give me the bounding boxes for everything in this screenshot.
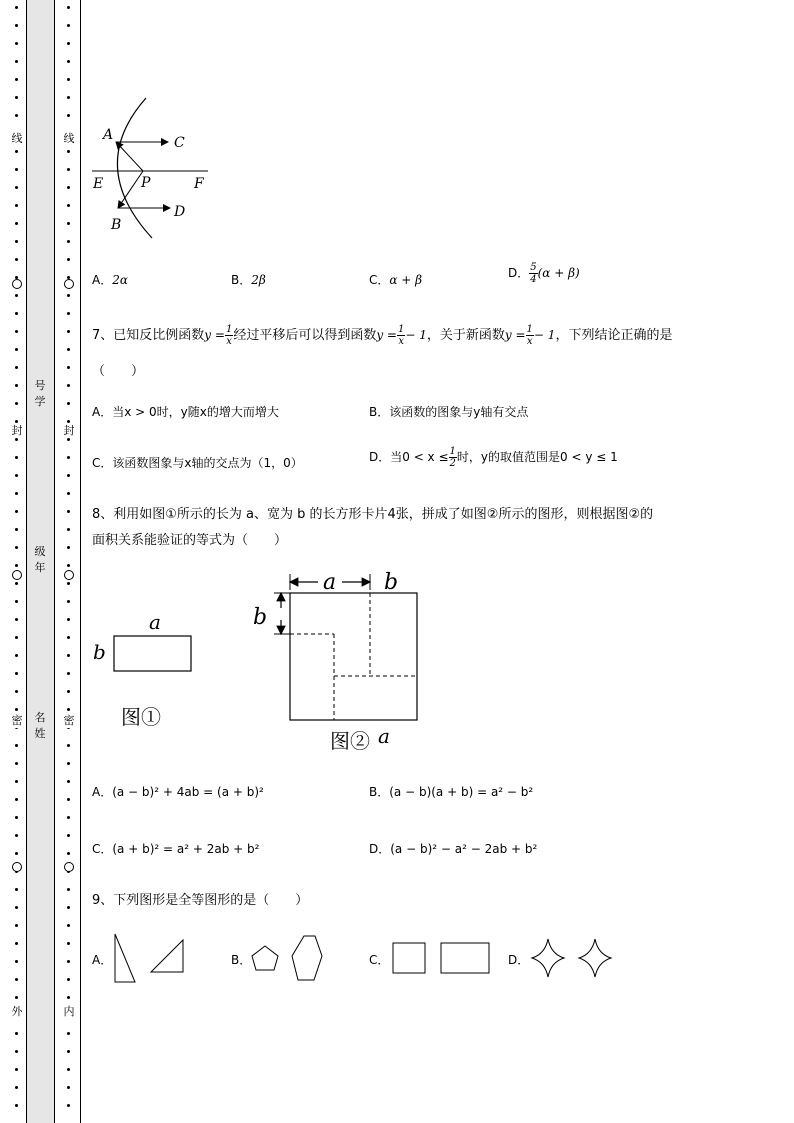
binding-dot [67, 924, 70, 927]
right-dotted-line [64, 0, 74, 1123]
fig1-label-b: b [93, 640, 106, 664]
binding-dot [15, 978, 18, 981]
left-dotted-line [12, 0, 22, 1123]
right-circle-mark [64, 570, 74, 580]
binding-dot [15, 618, 18, 621]
label-e: E [93, 176, 104, 192]
fig2-label-a-bottom: a [378, 724, 390, 748]
binding-dot [67, 978, 70, 981]
binding-dot [15, 240, 18, 243]
option-letter: A． [92, 273, 113, 287]
binding-dot [67, 1032, 70, 1035]
q8-option-b[interactable]: B．(a − b)(a + b) = a² − b² [369, 785, 534, 799]
right-mark-xian: 线 [61, 132, 77, 146]
binding-dot [67, 690, 70, 693]
fig1-label-a: a [149, 610, 161, 634]
binding-dot [67, 312, 70, 315]
fig2-label-a: a [323, 570, 337, 595]
q9-option-c[interactable]: C． [369, 953, 390, 967]
square-icon [393, 943, 425, 973]
binding-dot [67, 708, 70, 711]
fraction [449, 446, 457, 469]
option-letter: B． [231, 273, 252, 287]
q7-text-2: 经过平移后可以得到函数 [233, 328, 377, 343]
binding-dot [15, 690, 18, 693]
binding-dot [67, 600, 70, 603]
binding-dot [15, 1086, 18, 1089]
binding-dot [67, 204, 70, 207]
binding-dot [67, 6, 70, 9]
binding-dot [15, 402, 18, 405]
label-f: F [194, 176, 204, 192]
binding-dot [67, 384, 70, 387]
q8-option-a[interactable]: A．(a − b)² + 4ab = (a + b)² [92, 785, 264, 799]
binding-dot [15, 888, 18, 891]
margin-line [80, 0, 81, 1123]
binding-dot [15, 258, 18, 261]
option-letter: D． [508, 266, 530, 280]
binding-dot [67, 1068, 70, 1071]
binding-dot [67, 114, 70, 117]
binding-dot [67, 330, 70, 333]
binding-dot [67, 150, 70, 153]
binding-dot [67, 798, 70, 801]
binding-dot [67, 654, 70, 657]
q7-func-tail: − 1 [405, 328, 427, 342]
binding-dot [15, 150, 18, 153]
q9-d-stars [528, 937, 618, 979]
binding-dot [67, 636, 70, 639]
binding-dot [67, 168, 70, 171]
binding-dot [15, 474, 18, 477]
binding-dot [67, 420, 70, 423]
binding-dot [15, 42, 18, 45]
numerator: 1 [449, 446, 456, 457]
q9-option-d[interactable]: D． [508, 953, 530, 967]
triangle-icon [115, 934, 135, 982]
denominator: 4 [530, 274, 537, 285]
binding-dot [67, 528, 70, 531]
option-value: (α + β) [537, 266, 580, 280]
binding-dot [15, 114, 18, 117]
left-mark-feng: 封 [9, 424, 25, 438]
binding-dot [15, 456, 18, 459]
binding-dot [15, 834, 18, 837]
option-text: 时，y的取值范围是0 < y ≤ 1 [456, 450, 618, 464]
binding-dot [67, 456, 70, 459]
label-p: P [141, 175, 151, 191]
binding-dot [67, 780, 70, 783]
option-letter: C． [369, 273, 390, 287]
binding-dot [15, 654, 18, 657]
q7-func-lhs: y = [204, 328, 225, 342]
binding-dot [15, 600, 18, 603]
numerator: 1 [526, 324, 533, 335]
binding-dot [15, 798, 18, 801]
left-circle-mark [12, 862, 22, 872]
q7-func-tail: − 1 [533, 328, 556, 342]
numerator: 1 [225, 324, 233, 335]
binding-dot [15, 780, 18, 783]
left-circle-mark [12, 279, 22, 289]
binding-dot [15, 582, 18, 585]
fig2-label-b-left: b [253, 605, 268, 630]
q6-option-a[interactable] [92, 271, 128, 288]
binding-dot [67, 438, 70, 441]
denominator: 2 [449, 458, 456, 469]
four-point-star-icon [579, 939, 611, 977]
left-mark-xian: 线 [9, 132, 25, 146]
label-c: C [174, 135, 185, 151]
binding-dot [67, 222, 70, 225]
q7-func-lhs: y = [376, 328, 397, 342]
q9-option-a[interactable]: A． [92, 953, 113, 967]
label-d: D [174, 204, 186, 220]
q9-a-triangles [112, 930, 192, 986]
binding-dot [67, 240, 70, 243]
binding-dot [15, 348, 18, 351]
binding-dot [67, 1086, 70, 1089]
label-b: B [111, 217, 122, 233]
binding-dot [67, 618, 70, 621]
rectangle-icon [441, 943, 489, 973]
fraction [529, 262, 537, 285]
binding-dot [15, 708, 18, 711]
binding-dot [67, 78, 70, 81]
q7-answer-paren: （ ） [92, 364, 145, 379]
binding-dot [15, 96, 18, 99]
binding-dot [67, 1050, 70, 1053]
binding-dot [67, 942, 70, 945]
binding-dot [15, 636, 18, 639]
binding-dot [67, 1104, 70, 1107]
binding-dot [15, 24, 18, 27]
binding-dot [67, 996, 70, 999]
binding-dot [67, 888, 70, 891]
binding-dot [15, 204, 18, 207]
binding-dot [15, 6, 18, 9]
ray-pa [116, 142, 143, 171]
binding-dot [67, 960, 70, 963]
binding-dot [15, 438, 18, 441]
binding-dot [15, 816, 18, 819]
class-label: 级年 [34, 545, 46, 574]
q7-text-1: 7、已知反比例函数 [92, 328, 205, 343]
binding-dot [15, 366, 18, 369]
q6-option-b[interactable] [231, 271, 266, 288]
q8-option-d[interactable]: D．(a − b)² − a² − 2ab + b² [369, 842, 538, 856]
triangle-icon [151, 940, 183, 972]
binding-dot [15, 528, 18, 531]
binding-dot [15, 510, 18, 513]
binding-dot [15, 60, 18, 63]
student-number-label: 号学 [34, 379, 46, 408]
left-circle-mark [12, 570, 22, 580]
binding-dot [67, 60, 70, 63]
binding-dot [15, 222, 18, 225]
q8-option-c[interactable]: C．(a + b)² = a² + 2ab + b² [92, 842, 260, 856]
binding-dot [67, 366, 70, 369]
binding-dot [67, 186, 70, 189]
binding-dot [15, 1104, 18, 1107]
binding-dot [67, 816, 70, 819]
option-value: 2β [251, 273, 266, 287]
binding-dot [67, 402, 70, 405]
q8-stem-line1: 8、利用如图①所示的长为 a、宽为 b 的长方形卡片4张，拼成了如图②所示的图形，则根据图②的 [92, 507, 654, 522]
binding-dot [15, 330, 18, 333]
denominator: x [226, 336, 232, 347]
binding-dot [15, 906, 18, 909]
left-mark-mi: 密 [9, 714, 25, 728]
binding-dot [15, 492, 18, 495]
binding-dot [15, 420, 18, 423]
binding-dot [67, 672, 70, 675]
binding-dot [15, 852, 18, 855]
binding-dot [15, 1050, 18, 1053]
curved-mirror-arc [117, 98, 152, 238]
binding-dot [67, 510, 70, 513]
binding-dot [67, 762, 70, 765]
binding-dot [67, 834, 70, 837]
binding-dot [67, 24, 70, 27]
binding-dot [15, 762, 18, 765]
fraction [526, 324, 534, 347]
right-mark-nei: 内 [61, 1005, 77, 1019]
binding-dot [15, 672, 18, 675]
binding-dot [67, 546, 70, 549]
binding-dot [67, 582, 70, 585]
q6-reflection-figure [88, 92, 218, 244]
q6-option-c[interactable] [369, 271, 422, 288]
binding-dot [15, 924, 18, 927]
binding-dot [15, 1068, 18, 1071]
numerator: 1 [397, 324, 405, 335]
binding-dot [67, 852, 70, 855]
denominator: x [398, 336, 404, 347]
binding-dot [15, 564, 18, 567]
q7-text-4: ，下列结论正确的是 [555, 328, 673, 343]
q9-b-pentagons [250, 932, 330, 982]
fig1-caption: 图① [121, 705, 161, 729]
fig2-square [290, 593, 417, 720]
left-mark-wai: 外 [9, 1005, 25, 1019]
q7-text-3: ，关于新函数 [426, 328, 505, 343]
four-point-star-icon [532, 939, 564, 977]
option-value: α + β [389, 273, 423, 287]
binding-dot [67, 492, 70, 495]
binding-dot [15, 384, 18, 387]
binding-dot [67, 42, 70, 45]
binding-dot [15, 546, 18, 549]
binding-margin [0, 0, 84, 1123]
q9-c-rectangles [390, 940, 494, 976]
binding-dot [67, 348, 70, 351]
binding-dot [15, 312, 18, 315]
pentagon-icon [252, 946, 278, 970]
binding-dot [15, 168, 18, 171]
q7-option-d[interactable] [369, 446, 618, 469]
q9-stem: 9、下列图形是全等图形的是（ ） [92, 893, 309, 908]
fig2-label-b-top: b [384, 570, 399, 595]
q7-option-b[interactable]: B．该函数的图象与y轴有交点 [369, 405, 529, 419]
binding-dot [15, 942, 18, 945]
q7-stem [92, 324, 672, 347]
binding-dot [67, 744, 70, 747]
right-mark-feng: 封 [61, 424, 77, 438]
binding-dot [15, 744, 18, 747]
right-circle-mark [64, 862, 74, 872]
binding-dot [15, 996, 18, 999]
binding-dot [67, 294, 70, 297]
binding-dot [15, 78, 18, 81]
q8-stem-line2: 面积关系能验证的等式为（ ） [92, 533, 288, 548]
q8-figures [88, 568, 428, 758]
label-a: A [103, 127, 114, 143]
q7-option-c[interactable]: C．该函数图象与x轴的交点为（1，0） [92, 456, 303, 470]
binding-dot [15, 294, 18, 297]
binding-dot [15, 1032, 18, 1035]
q7-option-a[interactable]: A．当x > 0时，y随x的增大而增大 [92, 405, 279, 419]
option-value: 2α [112, 273, 128, 287]
numerator: 5 [530, 262, 537, 273]
fig1-rectangle [114, 636, 191, 671]
option-text: D．当0 < x ≤ [369, 450, 449, 464]
binding-dot [67, 906, 70, 909]
q7-func-lhs: y = [504, 328, 526, 342]
binding-dot [67, 96, 70, 99]
q6-option-d[interactable] [508, 262, 580, 285]
denominator: x [526, 336, 533, 347]
binding-dot [15, 960, 18, 963]
binding-dot [67, 258, 70, 261]
right-circle-mark [64, 279, 74, 289]
binding-dot [67, 474, 70, 477]
right-mark-mi: 密 [61, 714, 77, 728]
binding-dot [67, 564, 70, 567]
fig2-caption: 图② [330, 729, 370, 753]
binding-dot [15, 186, 18, 189]
hexagon-icon [292, 936, 322, 980]
q9-option-b[interactable]: B． [231, 953, 252, 967]
name-label: 名姓 [34, 711, 46, 740]
